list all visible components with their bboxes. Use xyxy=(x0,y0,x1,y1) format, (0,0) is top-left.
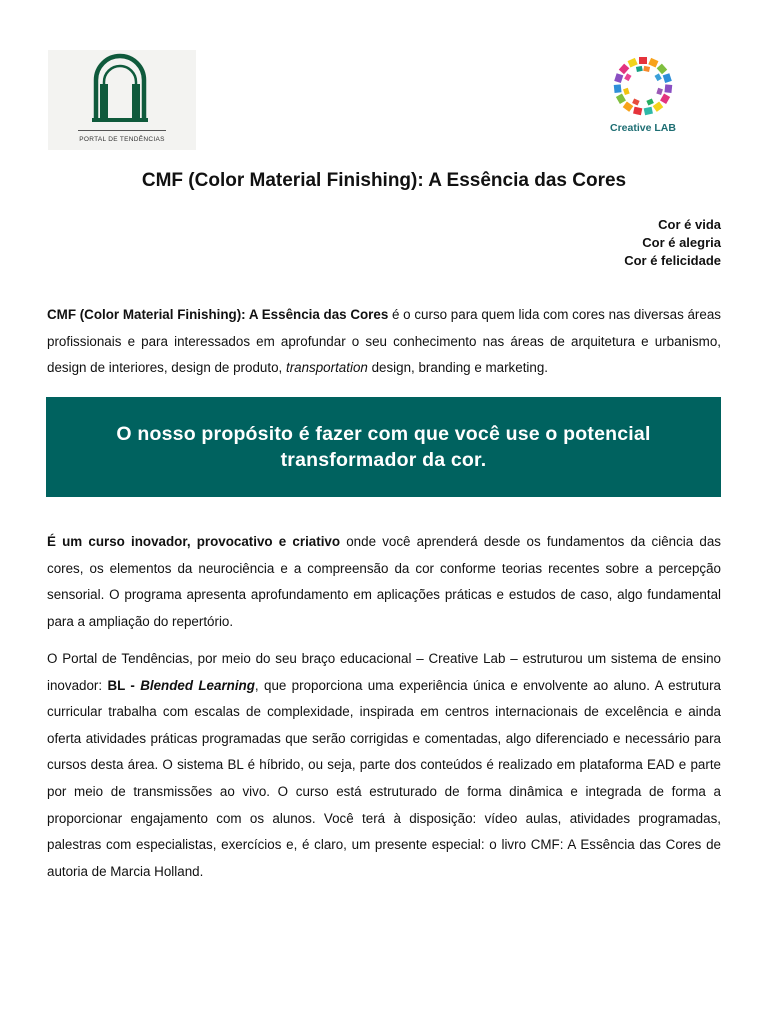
bl-bold: BL - xyxy=(107,677,141,693)
creative-lab-caption: Creative LAB xyxy=(610,122,676,134)
blended-learning-term: Blended Learning xyxy=(140,677,255,693)
blended-learning-text: O Portal de Tendências, por meio do seu braço educacional – Creative Lab – estruturou um sistema de ensino inovador: xyxy=(47,651,721,693)
motto-line: Cor é vida xyxy=(658,217,721,232)
intro-text-end: design, branding e marketing. xyxy=(367,360,548,376)
blended-learning-text-end: , que proporciona uma experiência única e envolvente ao aluno. A estrutura curricular trabalha com escalas de complexidade, inspirada em centros internacionais de excelência e ainda oferta atividades práticas programadas que serão corrigidas e comentadas, algo diferenciado e necessário para cursos desta área. O sistema BL é híbrido, ou seja, parte dos conteúdos é realizado em plataforma EAD e parte por meio de transmissões ao vivo. O curso está estruturado de forma dinâmica e integrada de forma a proporcionar engajamento com os alunos. Você terá à disposição: vídeo aulas, atividades programadas, palestras com especialistas, exercícios e, é claro, um presente especial: o livro CMF: A Essência das Cores de autoria de Marcia Holland. xyxy=(47,677,721,879)
purpose-banner xyxy=(46,397,721,497)
page-title: CMF (Color Material Finishing): A Essência das Cores xyxy=(141,170,627,191)
motto-line: Cor é felicidade xyxy=(624,253,721,268)
motto-line: Cor é alegria xyxy=(642,235,721,250)
intro-italic: transportation xyxy=(285,360,368,376)
course-description-bold: É um curso inovador, provocativo e criativo xyxy=(47,534,341,549)
intro-paragraph xyxy=(47,302,721,382)
portal-logo-caption: PORTAL DE TENDÊNCIAS xyxy=(79,136,165,143)
intro-text: é o curso para quem lida com cores nas diversas áreas profissionais e para interessados em aprofundar o seu conhecimento nas áreas de arquitetura e urbanismo, design de interiores, design de produto, xyxy=(47,307,721,376)
creative-lab-ring-icon xyxy=(600,52,686,122)
portal-de-tendencias-logo xyxy=(48,50,196,150)
purpose-banner-text: O nosso propósito é fazer com que você use o potencial transformador da cor. xyxy=(116,423,651,471)
course-description-text: onde você aprenderá desde os fundamentos da ciência das cores, os elementos da neurociência e a compreensão da cor conforme teorias recentes sobre a percepção sensorial. O programa apresenta aprofundamento em aplicações práticas e estudos de caso, algo fundamental para a ampliação do repertório. xyxy=(47,534,721,629)
creative-lab-logo xyxy=(600,52,686,138)
intro-bold: CMF (Color Material Finishing): A Essência das Cores xyxy=(47,307,389,322)
course-description-paragraph xyxy=(47,529,721,635)
portal-logo-mark-icon xyxy=(48,50,196,150)
motto-block xyxy=(624,216,721,270)
blended-learning-paragraph xyxy=(47,646,721,885)
